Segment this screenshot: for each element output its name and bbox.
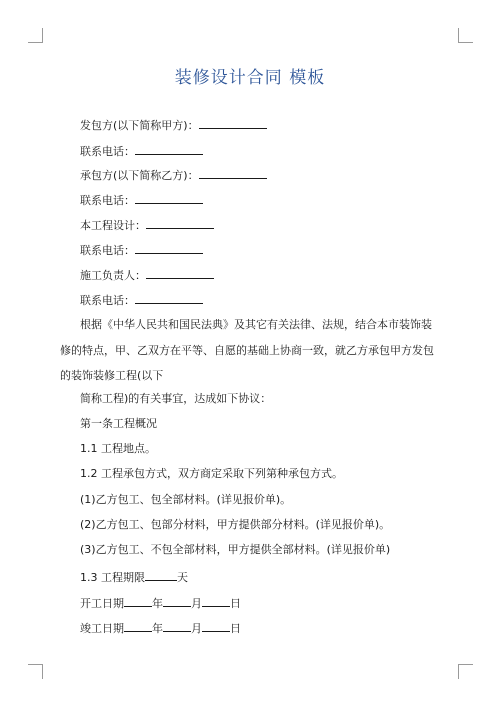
duration-unit: 天	[177, 571, 188, 584]
item-1-3	[80, 568, 188, 585]
phone-line-1	[80, 142, 203, 159]
year-label: 年	[152, 597, 163, 610]
item-1-2: 1.2 工程承包方式，双方商定采取下列第种承包方式。	[80, 467, 343, 480]
phone-blank[interactable]	[135, 241, 203, 254]
corner-mark-top-left	[28, 28, 43, 43]
phone-line-3	[80, 241, 203, 258]
day-label: 日	[230, 597, 241, 610]
option-3: (3)乙方包工、不包全部材料，甲方提供全部材料。(详见报价单)	[80, 543, 391, 556]
day-label: 日	[230, 622, 241, 635]
phone-label: 联系电话：	[80, 194, 135, 207]
year-label: 年	[152, 622, 163, 635]
end-day-blank[interactable]	[202, 619, 230, 632]
party-b-label: 承包方(以下简称乙方)：	[80, 169, 199, 182]
phone-blank[interactable]	[135, 142, 203, 155]
article-1-heading: 第一条工程概况	[80, 417, 157, 430]
end-date-line	[80, 619, 241, 636]
corner-mark-bottom-left	[28, 664, 43, 679]
designer-label: 本工程设计：	[80, 219, 146, 232]
start-date-line	[80, 594, 241, 611]
phone-blank[interactable]	[135, 191, 203, 204]
foreman-blank[interactable]	[146, 266, 214, 279]
phone-label: 联系电话：	[80, 244, 135, 257]
option-1: (1)乙方包工、包全部材料。(详见报价单)。	[80, 493, 292, 506]
phone-line-2	[80, 191, 203, 208]
designer-blank[interactable]	[146, 216, 214, 229]
corner-mark-bottom-right	[458, 664, 473, 679]
document-title: 装修设计合同 模板	[174, 68, 326, 88]
phone-blank[interactable]	[135, 291, 203, 304]
phone-label: 联系电话：	[80, 145, 135, 158]
start-year-blank[interactable]	[124, 594, 152, 607]
party-a-blank[interactable]	[199, 116, 267, 129]
start-month-blank[interactable]	[163, 594, 191, 607]
party-a-label: 发包方(以下简称甲方)：	[80, 119, 199, 132]
corner-mark-top-right	[458, 28, 473, 43]
duration-label: 1.3 工程期限	[80, 571, 145, 584]
end-year-blank[interactable]	[124, 619, 152, 632]
month-label: 月	[191, 597, 202, 610]
option-2: (2)乙方包工、包部分材料，甲方提供部分材料。(详见报价单)。	[80, 518, 391, 531]
party-a-line	[80, 116, 267, 133]
start-day-blank[interactable]	[202, 594, 230, 607]
designer-line	[80, 216, 214, 233]
party-b-blank[interactable]	[199, 166, 267, 179]
foreman-label: 施工负责人：	[80, 269, 146, 282]
preamble-continuation: 简称工程)的有关事宜，达成如下协议：	[80, 392, 272, 405]
phone-line-4	[80, 291, 203, 308]
party-b-line	[80, 166, 267, 183]
item-1-1: 1.1 工程地点。	[80, 442, 156, 455]
foreman-line	[80, 266, 214, 283]
preamble-paragraph: 根据《中华人民共和国民法典》及其它有关法律、法规，结合本市装饰装修的特点，甲、乙双方在平等、自愿的基础上协商一致，就乙方承包甲方发包的装饰装修工程(以下	[60, 318, 434, 382]
start-date-label: 开工日期	[80, 597, 124, 610]
duration-blank[interactable]	[145, 568, 177, 581]
month-label: 月	[191, 622, 202, 635]
phone-label: 联系电话：	[80, 294, 135, 307]
end-month-blank[interactable]	[163, 619, 191, 632]
end-date-label: 竣工日期	[80, 622, 124, 635]
